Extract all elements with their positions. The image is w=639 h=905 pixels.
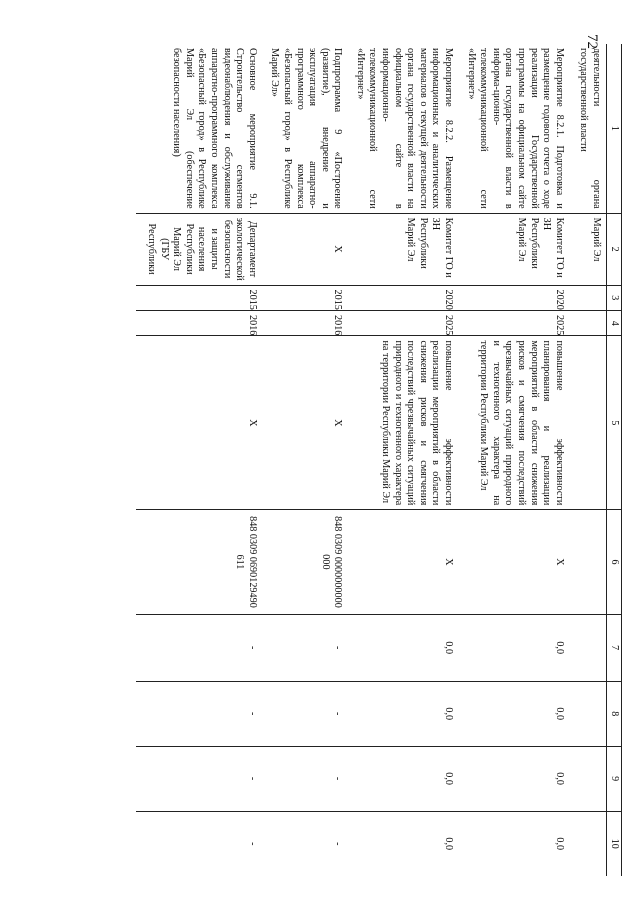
cell-value: 0,0 bbox=[456, 811, 567, 876]
cell-name: Основное мероприятие 9.1. Строительство сегментов видеонаблюдения и обслуживание аппаратно-программного комплекса «Безопасный город» в Республике Марий Эл (обеспечение безопасности населения) bbox=[171, 48, 258, 209]
cell-budget-code: 848 0309 0000000000 000 bbox=[260, 510, 346, 614]
column-header: 7 bbox=[607, 614, 622, 681]
page-number: 72 bbox=[584, 34, 600, 49]
cell-executor: Марий Эл bbox=[567, 213, 607, 285]
cell-value bbox=[567, 811, 607, 876]
rotated-table-wrapper bbox=[117, 44, 622, 876]
column-header: 10 bbox=[607, 811, 622, 876]
column-header: 3 bbox=[607, 285, 622, 310]
cell-value: - bbox=[260, 614, 346, 681]
column-header: 9 bbox=[607, 746, 622, 811]
column-header: 6 bbox=[607, 510, 622, 614]
table-row bbox=[567, 44, 607, 876]
cell-result: повышение эффективности реализации мероприятий в области снижения рисков и смягчения последствий чрезвычайных ситуаций природного и техногенного характера на территории Республики Марий Эл bbox=[345, 336, 456, 510]
cell-budget-code: 848 0309 0690129490 611 bbox=[136, 510, 259, 614]
table-row bbox=[456, 44, 567, 876]
cell-result bbox=[567, 336, 607, 510]
cell-start-year: 2015 bbox=[260, 285, 346, 310]
cell-name: деятельности органа государственной власти bbox=[578, 48, 602, 209]
table-row bbox=[136, 44, 259, 876]
cell-value: 0,0 bbox=[345, 681, 456, 746]
cell-executor: Комитет ГО и ЗН Республики Марий Эл bbox=[345, 213, 456, 285]
cell-value: - bbox=[136, 614, 259, 681]
cell-value: - bbox=[260, 811, 346, 876]
cell-value bbox=[567, 746, 607, 811]
cell-result: Х bbox=[260, 336, 346, 510]
cell-end-year: 2016 bbox=[260, 311, 346, 336]
cell-end-year bbox=[567, 311, 607, 336]
cell-result: повышение эффективности планирования и реализации мероприятий в области снижения рисков и смягчения последствий чрезвычайных ситуаций природного и техногенного характера на территории Республики Марий Эл bbox=[456, 336, 567, 510]
cell-end-year: 2016 bbox=[136, 311, 259, 336]
cell-value: - bbox=[260, 681, 346, 746]
column-header: 5 bbox=[607, 336, 622, 510]
cell-budget-code bbox=[567, 510, 607, 614]
cell-end-year: 2025 bbox=[345, 311, 456, 336]
cell-executor: Комитет ГО и ЗН Республики Марий Эл bbox=[456, 213, 567, 285]
cell-value bbox=[567, 614, 607, 681]
cell-name: Мероприятие 8.2.1. Подготовка и размещение годового отчета о ходе реализации Государственной программы на официальном сайте органа государственной власти в информа-ционно-телекоммуникационной сети «Интернет» bbox=[465, 48, 565, 209]
cell-value: - bbox=[136, 746, 259, 811]
cell-end-year: 2025 bbox=[456, 311, 567, 336]
cell-value: 0,0 bbox=[456, 746, 567, 811]
cell-budget-code: Х bbox=[456, 510, 567, 614]
cell-executor: Департамент экологической безопасности и защиты населения Республики Марий Эл (ГБУ Республики bbox=[136, 213, 259, 285]
cell-start-year: 2020 bbox=[345, 285, 456, 310]
cell-start-year: 2020 bbox=[456, 285, 567, 310]
column-header: 8 bbox=[607, 681, 622, 746]
column-header: 2 bbox=[607, 213, 622, 285]
cell-budget-code: Х bbox=[345, 510, 456, 614]
cell-result: Х bbox=[136, 336, 259, 510]
header-row bbox=[607, 44, 622, 876]
table-row bbox=[345, 44, 456, 876]
cell-start-year: 2015 bbox=[136, 285, 259, 310]
cell-value: - bbox=[260, 746, 346, 811]
cell-value: 0,0 bbox=[345, 614, 456, 681]
program-table bbox=[136, 44, 622, 876]
column-header: 1 bbox=[607, 44, 622, 213]
cell-value: 0,0 bbox=[456, 614, 567, 681]
table-row bbox=[260, 44, 346, 876]
cell-executor: Х bbox=[260, 213, 346, 285]
cell-name: Мероприятие 8.2.2. Размещение информационных и аналитических материалов о текущей деятельности органа государственной власти на официальном сайте в информационно-телекоммуникационной сети «Интернет» bbox=[354, 48, 455, 209]
column-header: 4 bbox=[607, 311, 622, 336]
cell-value: - bbox=[136, 811, 259, 876]
cell-value: - bbox=[136, 681, 259, 746]
cell-name: Подпрограмма 9 «Построение (развитие), внедрение и эксплуатация аппаратно-программного комплекса «Безопасный город» в Республике Марий Эл» bbox=[269, 48, 344, 209]
cell-value: 0,0 bbox=[456, 681, 567, 746]
cell-value: 0,0 bbox=[345, 811, 456, 876]
cell-start-year bbox=[567, 285, 607, 310]
cell-value bbox=[567, 681, 607, 746]
cell-value: 0,0 bbox=[345, 746, 456, 811]
